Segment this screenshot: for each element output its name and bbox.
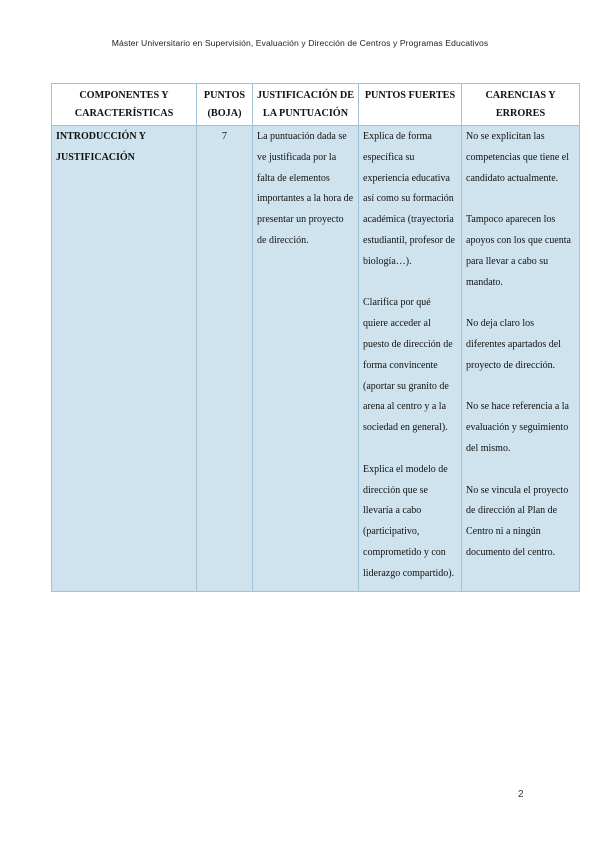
weakness-item: No se hace referencia a la evaluación y seguimiento del mismo. [466,401,569,454]
cell-points: 7 [197,126,253,592]
table-header-row [52,84,580,126]
strength-item: Explica el modelo de dirección que se llevaría a cabo (participativo, comprometido y con liderazgo compartido). [363,463,455,579]
page-number: 2 [518,789,524,800]
table-row [52,126,580,592]
strength-item: Explica de forma específica su experiencia educativa así como su formación académica (trayectoria estudiantil, profesor de biología…). [363,131,455,267]
evaluation-table [51,83,580,592]
weakness-item: Tampoco aparecen los apoyos con los que cuenta para llevar a cabo su mandato. [466,214,571,288]
cell-justification: La puntuación dada se ve justificada por la falta de elementos importantes a la hora de presentar un proyecto de dirección. [253,126,359,592]
col-header-strengths: PUNTOS FUERTES [359,84,462,126]
weakness-item: No deja claro los diferentes apartados del proyecto de dirección. [466,318,561,371]
strength-item: Clarifica por qué quiere acceder al puesto de dirección de forma convincente (aportar su granito de arena al centro y a la sociedad en general). [363,297,453,434]
running-header: Máster Universitario en Supervisión, Evaluación y Dirección de Centros y Programas Educativos [111,38,489,48]
cell-strengths [359,126,462,592]
cell-component: INTRODUCCIÓN Y JUSTIFICACIÓN [52,126,197,592]
col-header-components: COMPONENTES Y CARACTERÍSTICAS [52,84,197,126]
col-header-weaknesses: CARENCIAS Y ERRORES [462,84,580,126]
cell-weaknesses [462,126,580,592]
col-header-justification: JUSTIFICACIÓN DE LA PUNTUACIÓN [253,84,359,126]
col-header-points: PUNTOS (BOJA) [197,84,253,126]
weakness-item: No se explicitan las competencias que tiene el candidato actualmente. [466,131,570,184]
weakness-item: No se vincula el proyecto de dirección al Plan de Centro ni a ningún documento del centro. [466,484,569,558]
